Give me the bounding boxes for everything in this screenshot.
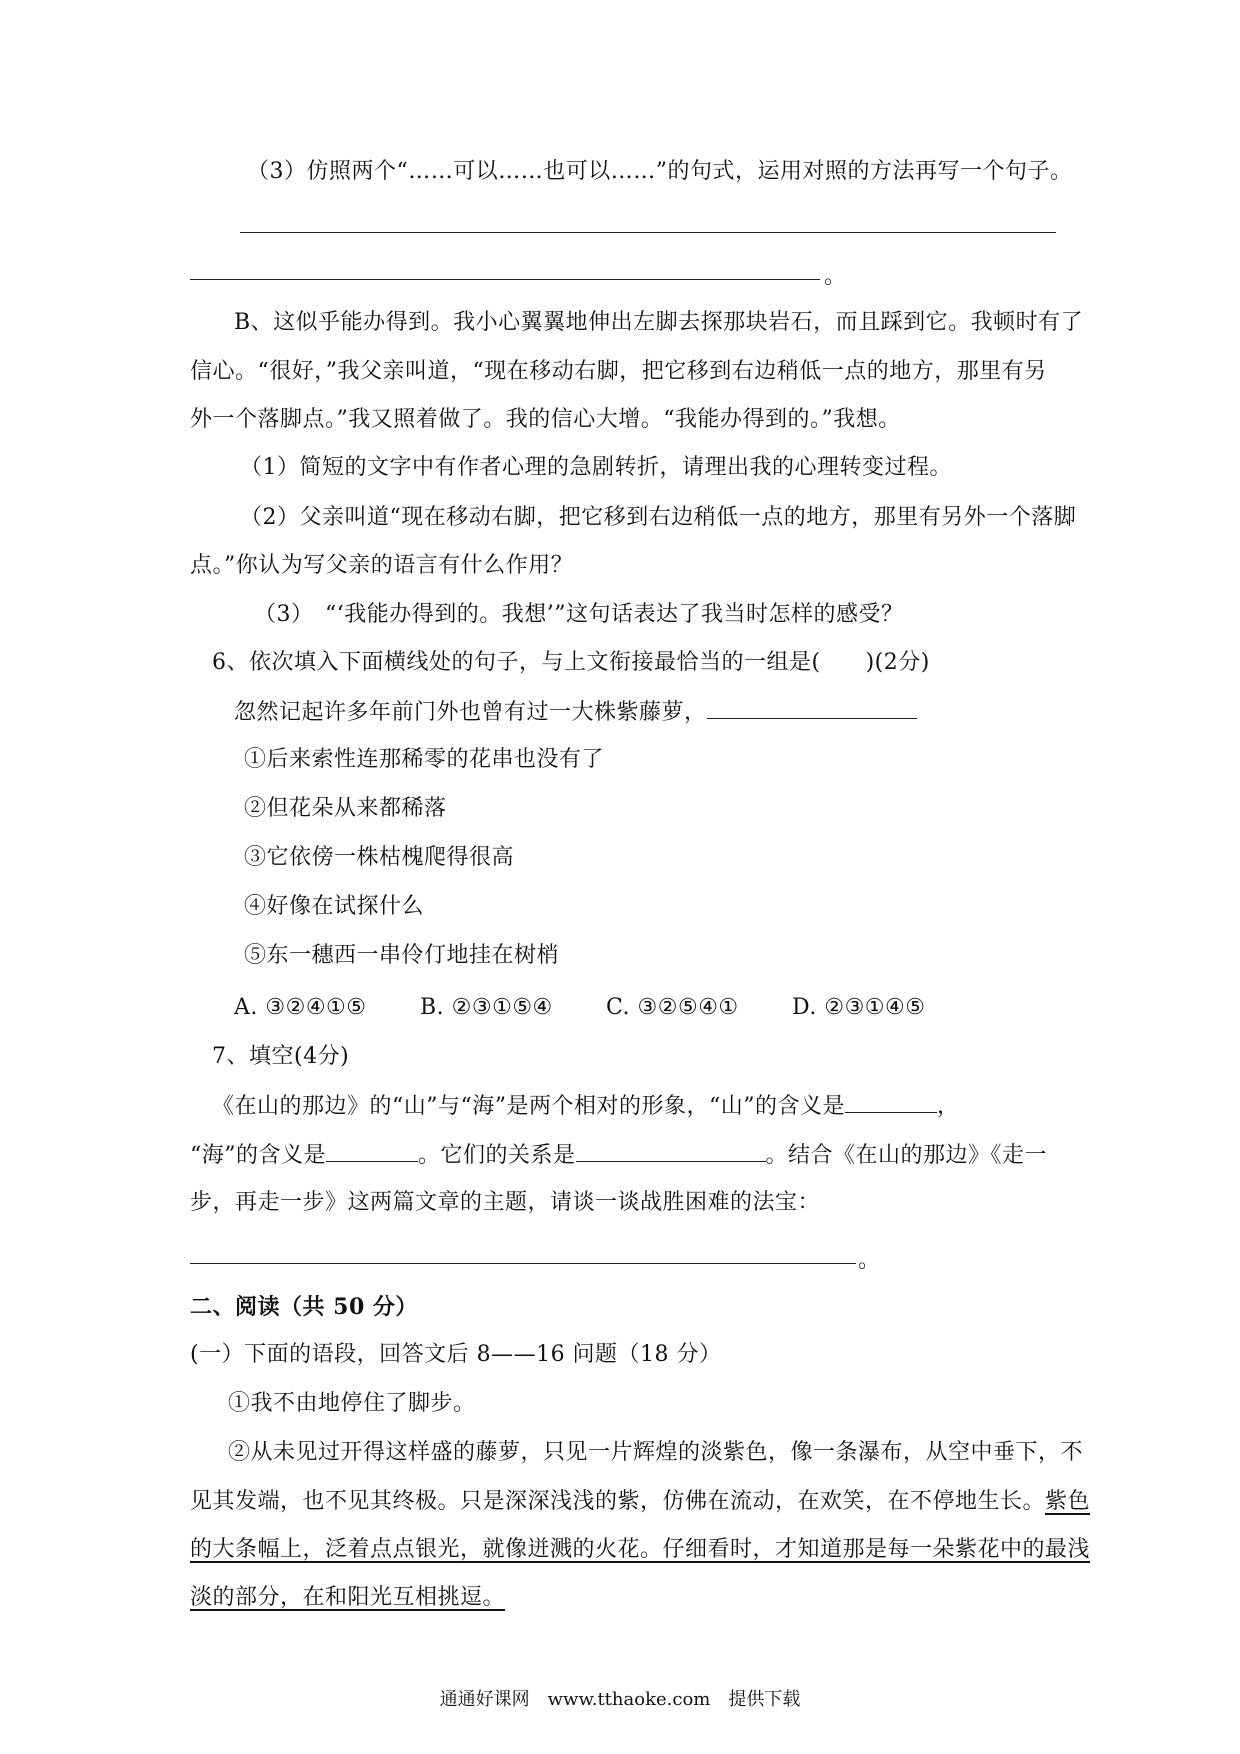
answer-blank — [326, 1139, 418, 1162]
question-b-3: （3） “‘我能办得到的。我想’”这句话表达了我当时怎样的感受？ — [254, 602, 904, 627]
choice-b: B. ②③①⑤④ — [420, 995, 553, 1020]
answer-line — [190, 1263, 856, 1264]
answer-line — [240, 232, 1056, 233]
option-item: ②但花朵从来都稀落 — [244, 796, 447, 821]
choice-a: A. ③②④①⑤ — [234, 995, 367, 1020]
paragraph-text: 见其发端，也不见其终极。只是深深浅浅的紫，仿佛在流动，在欢笑，在不停地生长。 — [190, 1489, 1046, 1514]
paragraph-2: ②从未见过开得这样盛的藤萝，只见一片辉煌的淡紫色，像一条瀑布，从空中垂下，不 — [228, 1440, 1084, 1465]
choice-c: C. ③②⑤④① — [606, 995, 739, 1020]
period: 。 — [858, 1248, 881, 1273]
q7-text: 《在山的那边》的“山”与“海”是两个相对的形象，“山”的含义是 — [212, 1094, 845, 1119]
answer-line — [190, 279, 820, 280]
page-footer: 通通好课网 www.tthaoke.com 提供下载 — [439, 1689, 801, 1710]
question-7-line — [212, 1090, 960, 1122]
passage-b-line: 外一个落脚点。”我又照着做了。我的信心大增。“我能办得到的。”我想。 — [190, 407, 901, 432]
option-item: ④好像在试探什么 — [244, 894, 425, 919]
answer-blank — [576, 1139, 766, 1162]
answer-choices — [234, 993, 925, 1023]
question-b-1: （1）简短的文字中有作者心理的急剧转折，请理出我的心理转变过程。 — [240, 455, 952, 480]
passage-b-line: 信心。“很好，”我父亲叫道，“现在移动右脚，把它移到右边稍低一点的地方，那里有另 — [190, 359, 1047, 384]
question-7-stem: 7、填空(4分) — [212, 1044, 350, 1069]
question-6-lead — [234, 696, 917, 728]
underlined-text: 紫色 — [1045, 1489, 1091, 1514]
q7-text: “海”的含义是 — [190, 1143, 326, 1168]
option-item: ⑤东一穗西一串伶仃地挂在树梢 — [244, 943, 560, 968]
option-item: ①后来索性连那稀零的花串也没有了 — [244, 747, 605, 772]
question-5a-3: （3）仿照两个“……可以……也可以……”的句式，运用对照的方法再写一个句子。 — [247, 159, 1073, 184]
paragraph-2 — [190, 1487, 1090, 1517]
section-title: 二、阅读（共 50 分） — [190, 1294, 418, 1320]
paragraph-1: ①我不由地停住了脚步。 — [228, 1391, 476, 1416]
option-item: ③它依傍一株枯槐爬得很高 — [244, 845, 515, 870]
lead-text: 忽然记起许多年前门外也曾有过一大株紫藤萝， — [234, 700, 707, 725]
underlined-text: 淡的部分，在和阳光互相挑逗。 — [190, 1585, 506, 1610]
question-6-stem: 6、依次填入下面横线处的句子，与上文衔接最恰当的一组是( )(2分) — [212, 650, 930, 675]
question-7-line: 步，再走一步》这两篇文章的主题，请谈一谈战胜困难的法宝： — [190, 1190, 821, 1215]
q7-text: 。结合《在山的那边》《走一 — [765, 1143, 1048, 1168]
answer-blank — [707, 696, 917, 719]
period: 。 — [824, 264, 847, 289]
question-b-2: 点。”你认为写父亲的语言有什么作用？ — [190, 553, 574, 578]
choice-d: D. ②③①④⑤ — [792, 995, 926, 1020]
passage-b-line: B、这似乎能办得到。我小心翼翼地伸出左脚去探那块岩石，而且踩到它。我顿时有了 — [234, 310, 1084, 335]
q7-text: 。它们的关系是 — [418, 1143, 576, 1168]
question-7-line — [190, 1139, 1047, 1171]
question-b-2: （2）父亲叫道“现在移动右脚，把它移到右边稍低一点的地方，那里有另外一个落脚 — [240, 505, 1077, 530]
q7-text: ， — [936, 1094, 960, 1119]
section-subtitle: (一）下面的语段，回答文后 8——16 问题（18 分） — [190, 1342, 722, 1367]
answer-blank — [845, 1090, 937, 1113]
underlined-text: 的大条幅上，泛着点点银光，就像迸溅的火花。仔细看时，才知道那是每一朵紫花中的最浅 — [190, 1537, 1091, 1562]
